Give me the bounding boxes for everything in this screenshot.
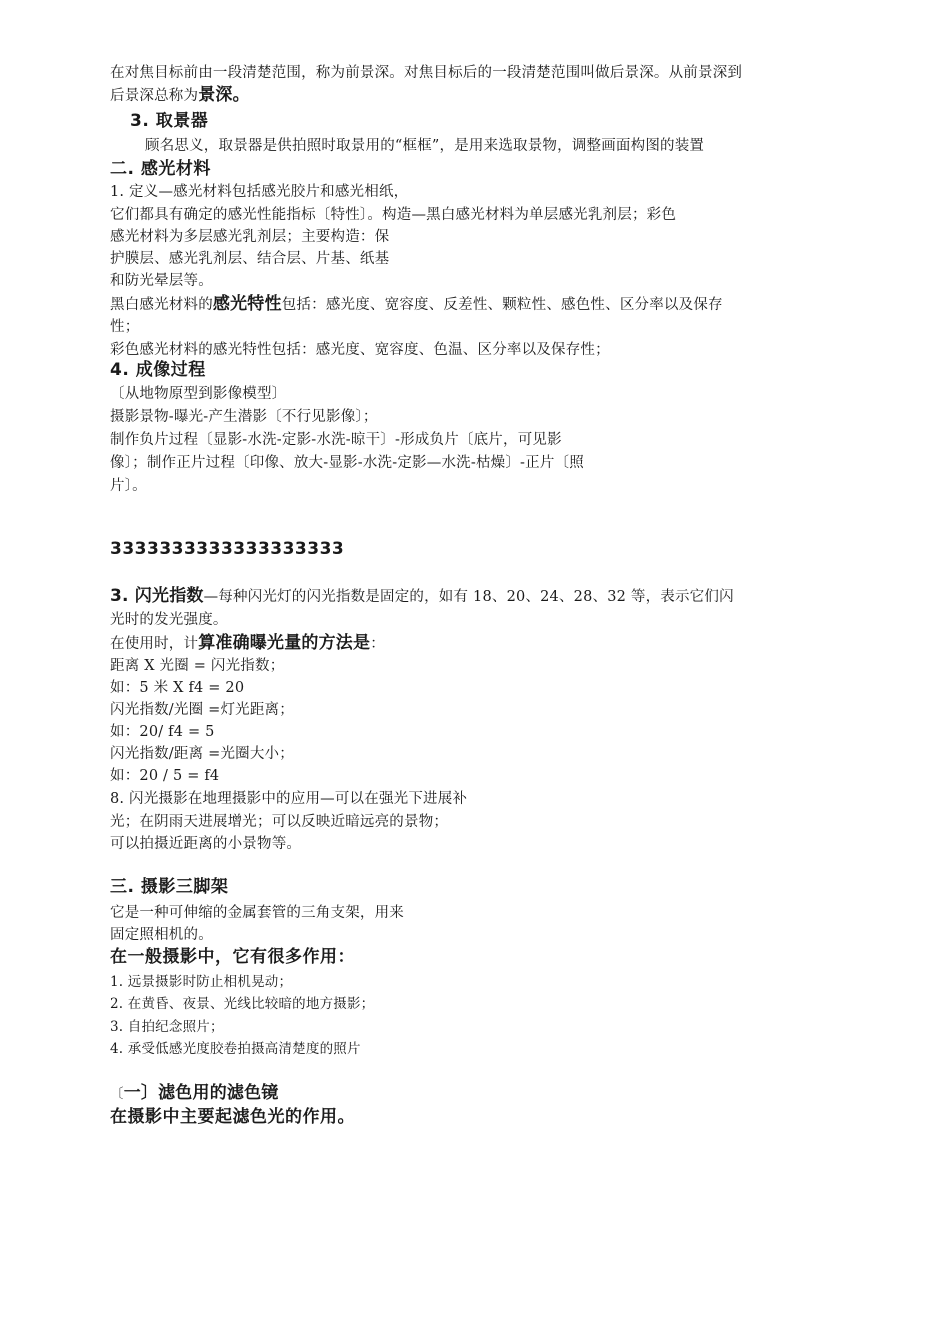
paragraph-line: 它是一种可伸缩的金属套管的三角支架，用来 [110,905,404,921]
paragraph-line: 像〕；制作正片过程〔印像、放大-显影-水洗-定影—水洗-枯燥〕-正片〔照 [110,455,584,471]
heading-tripod: 三. 摄影三脚架 [110,877,229,897]
paragraph-filter-purpose: 在摄影中主要起滤色光的作用。 [110,1107,355,1127]
paragraph-line: 1. 定义—感光材料包括感光胶片和感光相纸， [110,184,409,200]
paragraph-line: 它们都具有确定的感光性能指标〔特性〕。构造—黑白感光材料为单层感光乳剂层；彩色 [110,207,677,223]
paragraph-line: 黑白感光材料的感光特性包括：感光度、宽容度、反差性、颗粒性、感色性、区分率以及保存 [110,294,723,314]
heading-color-filter: 〔一〕滤色用的滤色镜 [110,1083,279,1103]
paragraph-line: 在使用时，计算准确曝光量的方法是： [110,633,385,653]
heading-imaging-process: 4. 成像过程 [110,360,206,380]
paragraph-line: 可以拍摄近距离的小景物等。 [110,836,302,852]
paragraph-line: 和防光晕层等。 [110,273,213,289]
paragraph-line: 感光材料为多层感光乳剂层；主要构造：保 [110,229,390,245]
paragraph-line: 片〕。 [110,478,147,494]
formula-line: 如：5 米 X f4 = 20 [110,680,245,696]
paragraph-line: 顾名思义，取景器是供拍照时取景用的“框框”，是用来选取景物，调整画面构图的装置 [145,138,705,154]
formula-line: 闪光指数/距离 =光圈大小； [110,746,294,762]
list-item: 2. 在黄昏、夜景、光线比较暗的地方摄影； [110,996,375,1012]
heading-tripod-uses: 在一般摄影中，它有很多作用： [110,947,355,967]
heading-flash-index: 3. 闪光指数 [110,586,204,606]
formula-line: 距离 X 光圈 = 闪光指数； [110,658,285,674]
paragraph-line: 8. 闪光摄影在地理摄影中的应用—可以在强光下进展补 [110,791,468,807]
list-item: 4. 承受低感光度胶卷拍摄高清楚度的照片 [110,1041,361,1057]
paragraph-line: 光时的发光强度。 [110,612,228,628]
term-sensitivity-characteristics: 感光特性 [212,294,282,314]
list-item: 3. 自拍纪念照片； [110,1019,224,1035]
paragraph-line: 光；在阴雨天进展增光；可以反映近暗远亮的景物； [110,814,449,830]
paragraph-line: 固定照相机的。 [110,927,213,943]
paragraph-line: 在对焦目标前由一段清楚范围，称为前景深。对焦目标后的一段清楚范围叫做后景深。从前景深到 [110,65,743,81]
paragraph-line: 彩色感光材料的感光特性包括：感光度、宽容度、色温、区分率以及保存性； [110,342,610,358]
paragraph-line: 摄影景物-曝光-产生潜影〔不行见影像〕； [110,409,378,425]
paragraph-line: 性； [110,319,140,335]
term-depth-of-field: 景深。 [198,85,250,105]
formula-line: 闪光指数/光圈 =灯光距离； [110,702,294,718]
heading-separator-digits: 3333333333333333333 [110,539,345,559]
formula-line: 如：20/ f4 = 5 [110,724,215,740]
paragraph-line: 制作负片过程〔显影-水洗-定影-水洗-晾干〕-形成负片〔底片，可见影 [110,432,562,448]
heading-photosensitive-material: 二. 感光材料 [110,159,211,179]
paragraph-line: 护膜层、感光乳剂层、结合层、片基、纸基 [110,251,390,267]
paragraph-line: 后景深总称为景深。 [110,85,250,105]
paragraph-line: 3. 闪光指数—每种闪光灯的闪光指数是固定的，如有 18、20、24、28、32 等，表示它们闪 [110,586,734,606]
heading-viewfinder: 3. 取景器 [130,111,209,131]
paragraph-line: 〔从地物原型到影像模型〕 [110,386,287,402]
formula-line: 如：20 / 5 = f4 [110,768,220,784]
list-item: 1. 远景摄影时防止相机晃动； [110,974,293,990]
term-exposure-method: 算准确曝光量的方法是 [198,633,371,653]
